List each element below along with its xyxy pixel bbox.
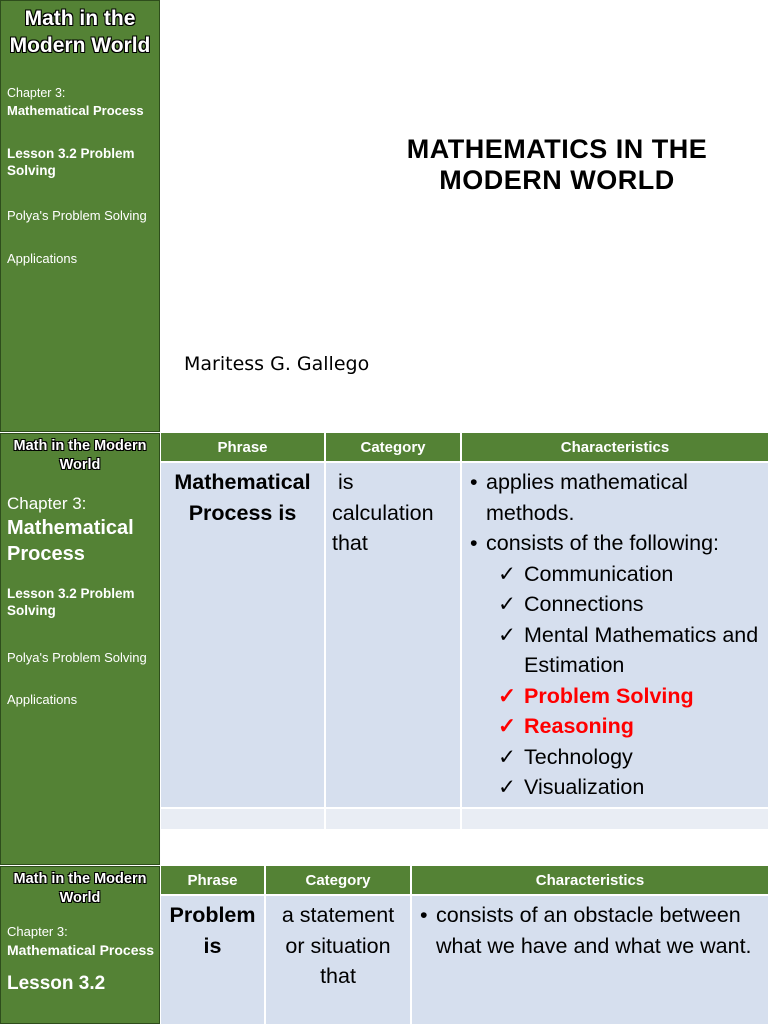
sidebar-chapter — [1, 923, 159, 959]
sidebar-chapter — [1, 493, 159, 567]
header-category: Category — [265, 866, 411, 895]
sidebar-applications: Applications — [7, 692, 78, 707]
sidebar-lesson: Lesson 3.2 Problem Solving — [7, 586, 135, 618]
sidebar-chapter — [1, 85, 159, 119]
chapter-label: Chapter 3: — [7, 494, 87, 513]
definition-table — [161, 866, 768, 1024]
check-item: ✓ Connections — [468, 589, 762, 620]
check-icon: ✓ — [498, 775, 517, 799]
sidebar — [0, 433, 160, 865]
bullet-item: • applies mathematical methods. — [468, 467, 762, 528]
check-icon: ✓ — [498, 622, 517, 647]
sidebar-title: Math in the Modern World — [13, 438, 147, 473]
sidebar-polya: Polya's Problem Solving — [7, 208, 147, 223]
author-name: Maritess G. Gallego — [184, 353, 370, 375]
header-phrase: Phrase — [161, 866, 265, 895]
table-row — [161, 895, 768, 1024]
check-item: ✓ Visualization — [468, 772, 762, 803]
check-icon: ✓ — [498, 683, 517, 708]
sidebar-applications: Applications — [7, 251, 78, 266]
bullet-item: • consists of an obstacle between what we have and what we want. — [418, 900, 762, 961]
chapter-name: Mathematical Process — [7, 942, 155, 958]
check-icon: ✓ — [498, 592, 517, 616]
category-cell: is calculation that — [325, 462, 461, 808]
header-characteristics: Characteristics — [411, 866, 768, 895]
check-icon: ✓ — [498, 744, 517, 769]
sidebar-title: Math in the Modern World — [13, 871, 147, 906]
check-icon: ✓ — [498, 561, 517, 586]
check-item: ✓ Mental Mathematics and Estimation — [468, 620, 762, 681]
header-characteristics: Characteristics — [461, 433, 768, 462]
characteristics-cell — [461, 462, 768, 808]
phrase-cell: Mathematical Process is — [161, 462, 325, 808]
sidebar — [0, 866, 160, 1024]
definition-table — [161, 433, 768, 829]
sidebar-polya: Polya's Problem Solving — [7, 650, 147, 665]
slide-title: MATHEMATICS IN THE MODERN WORLD — [406, 134, 708, 195]
sidebar-lesson: Lesson 3.2 — [7, 973, 106, 994]
chapter-name: Mathematical Process — [7, 103, 144, 118]
sidebar — [0, 0, 160, 432]
content-slide-process — [0, 433, 768, 865]
table-header-row — [161, 866, 768, 895]
table-header-row — [161, 433, 768, 462]
table-row — [161, 462, 768, 808]
content-slide-problem — [0, 866, 768, 1024]
chapter-label: Chapter 3: — [7, 924, 68, 939]
sidebar-title: Math in the Modern World — [9, 7, 151, 57]
check-item-highlight: ✓ Problem Solving — [468, 681, 762, 712]
check-item: ✓ Communication — [468, 559, 762, 590]
check-item: ✓ Technology — [468, 742, 762, 773]
phrase-cell: Problem is — [161, 895, 265, 1024]
title-slide — [0, 0, 768, 432]
check-item-highlight: ✓ Reasoning — [468, 711, 762, 742]
check-list — [468, 559, 762, 803]
category-cell: a statement or situation that — [265, 895, 411, 1024]
characteristics-cell — [411, 895, 768, 1024]
empty-row — [161, 808, 768, 829]
check-icon: ✓ — [498, 714, 517, 738]
bullet-text: consists of the following: — [486, 531, 720, 555]
header-phrase: Phrase — [161, 433, 325, 462]
chapter-label: Chapter 3: — [7, 86, 66, 100]
sidebar-lesson: Lesson 3.2 Problem Solving — [7, 146, 135, 178]
chapter-name: Mathematical Process — [7, 517, 134, 565]
header-category: Category — [325, 433, 461, 462]
bullet-item — [468, 528, 762, 803]
